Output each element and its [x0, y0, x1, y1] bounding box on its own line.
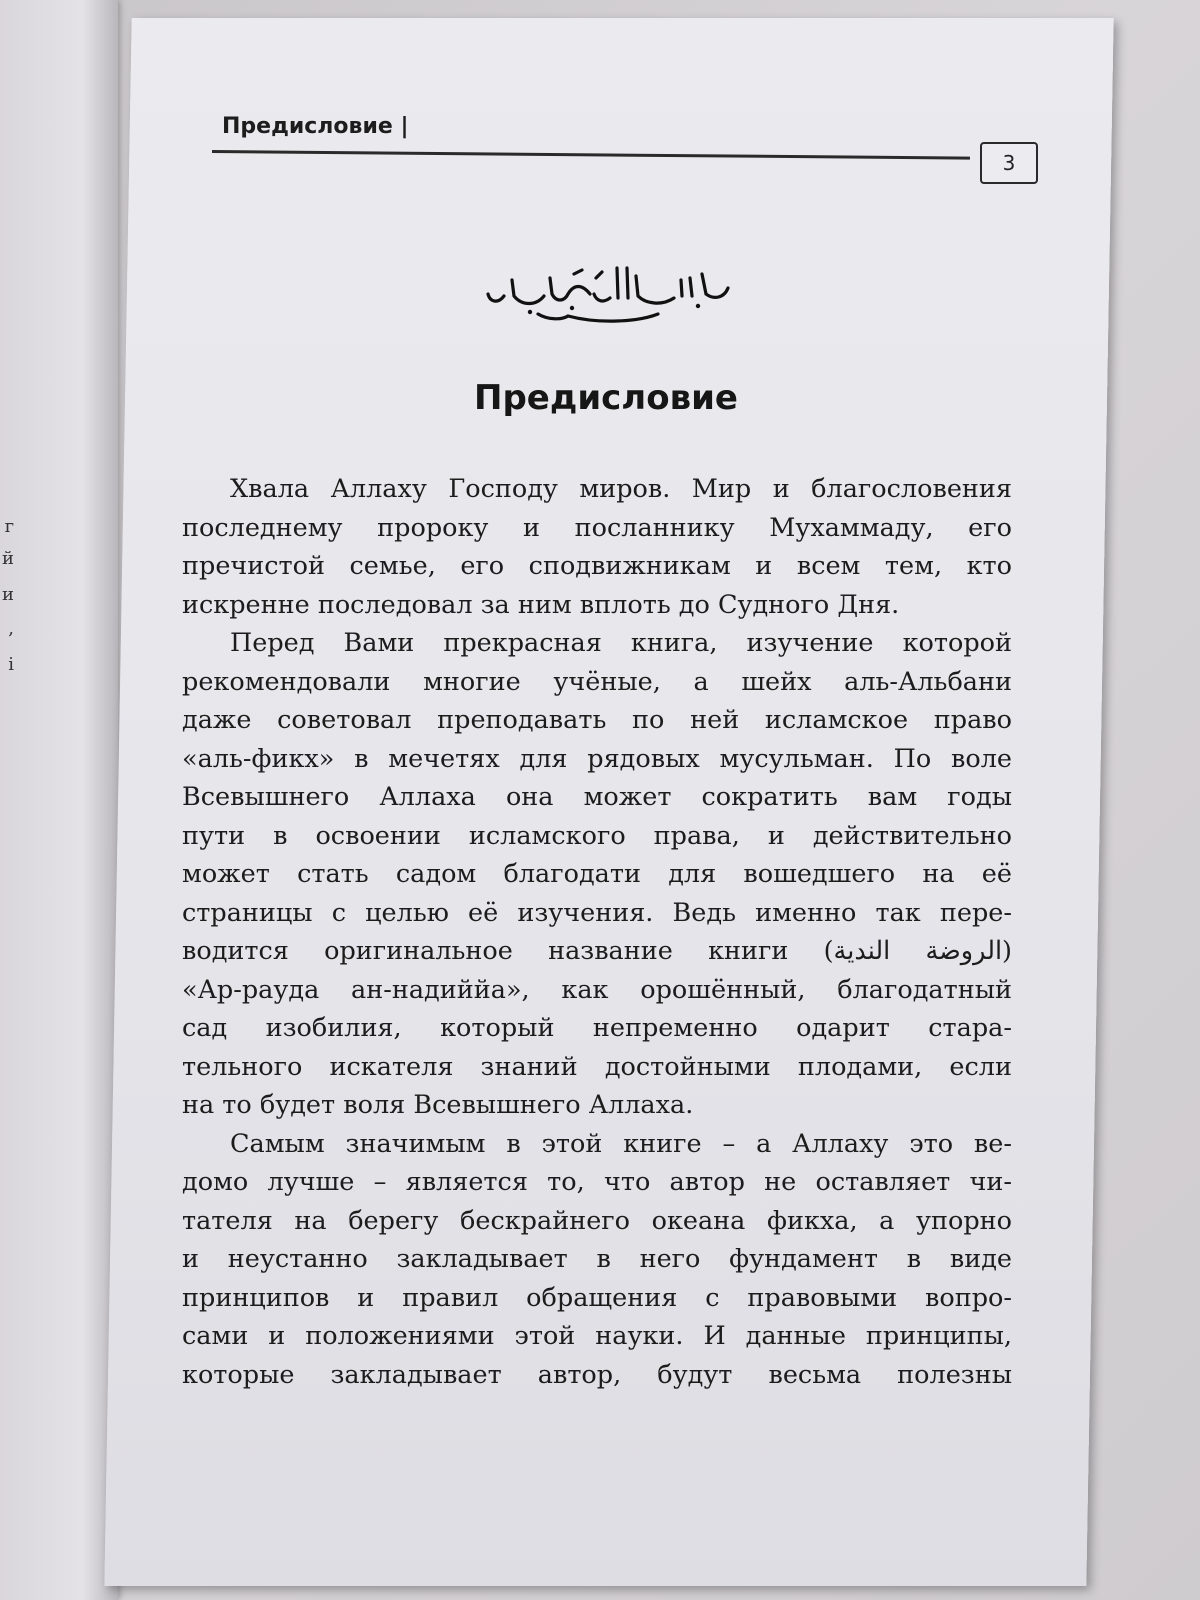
text-line: Самым значимым в этой книге – а Аллаху это ве-: [230, 1128, 1012, 1159]
left-page-fragment: і: [8, 654, 14, 675]
text-line: тельного искателя знаний достойными плодами, если: [182, 1051, 1012, 1082]
left-page-fragment: ,: [8, 618, 14, 639]
text-line: на то будет воля Всевышнего Аллаха.: [182, 1090, 694, 1120]
left-page-fragment: г: [4, 516, 14, 537]
text-line: принципов и правил обращения с правовыми вопро-: [182, 1282, 1012, 1313]
text-line: пути в освоении исламского права, и действительно: [182, 820, 1012, 851]
text-line: «Ар-рауда ан-надиййа», как орошённый, благодатный: [182, 974, 1012, 1005]
body-text: [182, 470, 1012, 1394]
paragraph: [182, 624, 1012, 1125]
text-line: страницы с целью её изучения. Ведь именно так пере-: [182, 897, 1012, 928]
left-page-edge: [0, 0, 118, 1600]
text-line: Хвала Аллаху Господу миров. Мир и благословения: [230, 474, 1012, 504]
running-title: Предисловие |: [222, 114, 409, 139]
text-line: Всевышнего Аллаха она может сократить вам годы: [182, 782, 1012, 812]
text-line: сами и положениями этой науки. И данные принципы,: [182, 1321, 1012, 1351]
text-line: тателя на берегу бескрайнего океана фикха, а упорно: [182, 1205, 1012, 1236]
page-title: Предисловие: [474, 378, 738, 418]
left-page-fragment: й: [2, 548, 14, 569]
text-line: домо лучше – является то, что автор не оставляет чи-: [182, 1167, 1012, 1197]
text-line: Перед Вами прекрасная книга, изучение которой: [230, 628, 1012, 658]
paragraph: [182, 1125, 1012, 1395]
text-line: «аль-фикх» в мечетях для рядовых мусульман. По воле: [182, 743, 1012, 774]
text-line: водится оригинальное название книги (الروضة الندية): [182, 936, 1012, 966]
text-line: сад изобилия, который непременно одарит стара-: [182, 1013, 1012, 1043]
paragraph: [182, 470, 1012, 624]
text-line: которые закладывает автор, будут весьма полезны: [182, 1359, 1012, 1390]
basmala-calligraphy: [478, 254, 748, 334]
text-line: последнему пророку и посланнику Мухаммаду, его: [182, 512, 1012, 543]
text-line: искренне последовал за ним вплоть до Судного Дня.: [182, 589, 900, 620]
text-line: может стать садом благодати для вошедшего на её: [182, 859, 1012, 889]
text-line: даже советовал преподавать по ней исламское право: [182, 705, 1012, 735]
text-line: пречистой семье, его сподвижникам и всем тем, кто: [182, 551, 1012, 581]
page-number: 3: [980, 142, 1038, 184]
text-line: рекомендовали многие учёные, а шейх аль-Альбани: [182, 666, 1012, 697]
text-line: и неустанно закладывает в него фундамент в виде: [182, 1244, 1012, 1274]
left-page-fragment: и: [2, 584, 14, 605]
